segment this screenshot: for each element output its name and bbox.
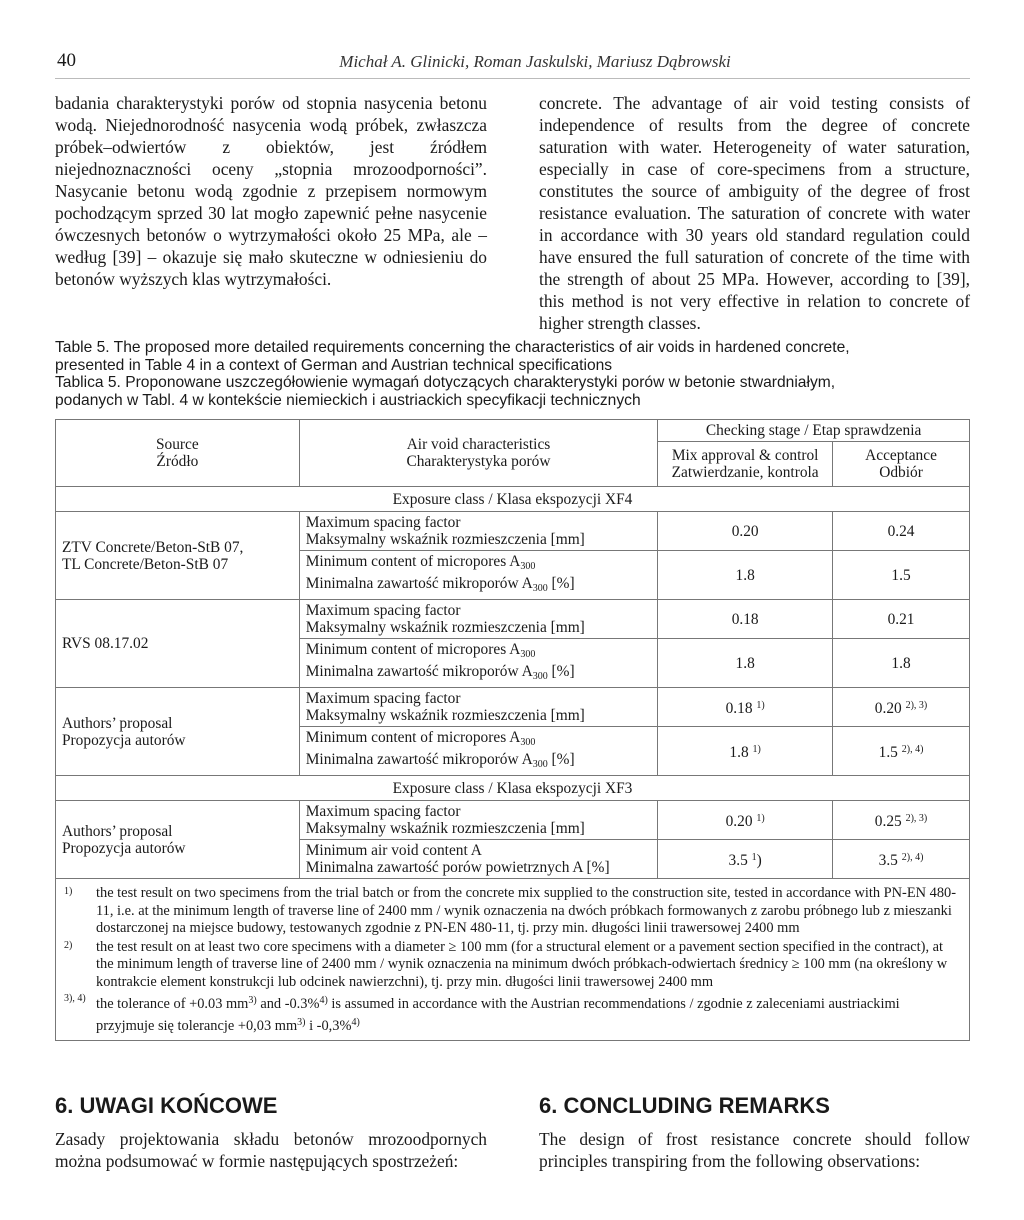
footnote-ref: 2), 3) [905,813,928,824]
footnote-ref: 4) [351,1016,360,1028]
value: 0.25 [874,813,902,830]
source-rvs: RVS 08.17.02 [56,600,300,688]
intro-paragraph-english: concrete. The advantage of air void testing consists of independence of results from the degree of concrete saturation with water. Heterogeneity of water saturation, especially in case of core-specimens from a structure, constitutes the source of ambiguity of the degree of frost resistance evaluation. The saturation of concrete with water in accordance with 30 years old standard regulation could have ensured the full saturation of concrete of the time with the strength of about 25 MPa. However, according to [39], this method is not very effective in relation to concrete of higher strength classes. [539,93,970,333]
value-cell: 0.18 [658,600,833,639]
table-row [56,688,970,727]
value-cell [658,801,833,840]
table-caption [55,339,970,409]
footnote-marker: 3), 4) [64,993,86,1004]
char-spacing-pl: Maksymalny wskaźnik rozmieszczenia [mm] [305,820,585,837]
unit: [%] [547,663,575,680]
value-cell: 1.5 [833,551,970,600]
char-spacing-pl: Maksymalny wskaźnik rozmieszczenia [mm] [305,707,585,724]
caption-english-line-2: presented in Table 4 in a context of German and Austrian technical specifications [55,356,613,374]
char-spacing-en: Maximum spacing factor [305,803,461,820]
value-cell: 0.24 [833,512,970,551]
running-head [55,48,970,79]
subscript: 300 [532,671,548,682]
subscript: 300 [520,649,536,660]
paren: ) [756,852,762,869]
value: 3.5 [728,852,748,869]
char-spacing [299,801,658,840]
subscript: 300 [532,759,548,770]
char-air-content [299,840,658,879]
table-row [56,801,970,840]
value: 3.5 [878,852,898,869]
header-source-pl: Źródło [156,453,199,470]
section-title-polish: 6. UWAGI KOŃCOWE [55,1093,278,1118]
source-authors-en: Authors’ proposal [62,714,173,732]
unit: [%] [547,575,575,592]
subscript: 300 [532,583,548,594]
char-micro-en: Minimum content of micropores A [305,641,521,658]
footnote-2 [64,939,957,992]
footnote-ref: 2), 3) [905,700,928,711]
footnote-ref: 4) [319,995,328,1006]
source-authors-en: Authors’ proposal [62,822,173,840]
header-source [56,420,300,487]
value-cell [833,840,970,879]
value-cell [658,727,833,776]
char-micro-pl: Minimalna zawartość mikroporów A [305,663,533,680]
char-spacing [299,600,658,639]
footnote-ref: 3) [297,1016,306,1028]
header-acceptance [833,442,970,487]
char-micropores [299,551,658,600]
intro-paragraph-polish: badania charakterystyki porów od stopnia nasycenia betonu wodą. Niejednorodność nasycenia wodą próbek, zwłaszcza próbek–odwiertów z obiektów, jest źródłem niejednoznaczności oceny „stopnia mrozoodporności”. Nasycanie betonu wodą zgodnie z przepisem normowym pochodzącym sprzed 30 lat mogło zapewnić pełne nasycenie ówczesnych betonów o wytrzymałości około 25 MPa, ale – według [39] – okazuje się mało skuteczne w odniesieniu do betonów wyższych klas wytrzymałości. [55,93,487,289]
char-spacing-en: Maximum spacing factor [305,514,461,531]
header-mix-pl: Zatwierdzanie, kontrola [671,464,819,481]
value-cell [658,840,833,879]
char-spacing-en: Maximum spacing factor [305,602,461,619]
header-mix-approval [658,442,833,487]
value: 0.20 [725,813,753,830]
source-authors-pl: Propozycja autorów [62,731,186,749]
footnote-3-4 [64,992,957,1035]
char-micro-pl: Minimalna zawartość mikroporów A [305,751,533,768]
header-mix-en: Mix approval & control [671,447,819,464]
value-cell [833,727,970,776]
caption-english-line-1: Table 5. The proposed more detailed requirements concerning the characteristics of air voids in hardened concrete, [55,339,850,356]
value-cell: 0.20 [658,512,833,551]
value: 0.18 [725,700,753,717]
footnote-text: the test result on at least two core specimens with a diameter ≥ 100 mm (for a structural element or a pavement section specified in the contract), at the minimum length of traverse line of 2400 mm / wynik oznaczenia na minimum dwóch próbkach-odwiertach średnicy ≥ 100 mm (na określony w kontrakcie element konstrukcji lub odcinek nawierzchni), tj. przy min. długości linii trawersowej 2400 mm [96,938,948,990]
requirements-table [55,419,970,879]
caption-polish-line-1: Tablica 5. Proponowane uszczegółowienie wymagań dotyczących charakterystyki porów w betonie stwardniałym, [55,374,836,391]
value-cell [658,688,833,727]
char-spacing [299,512,658,551]
footnote-ref: 1) [756,813,765,824]
footnote-marker: 2) [64,939,73,951]
header-checking-stage: Checking stage / Etap sprawdzenia [658,420,970,442]
footnote-ref: 1) [756,700,765,711]
char-spacing-en: Maximum spacing factor [305,690,461,707]
table-5 [55,419,970,1041]
value-cell [833,801,970,840]
value-cell: 0.21 [833,600,970,639]
header-characteristics [299,420,658,487]
header-acc-en: Acceptance [865,447,937,464]
exposure-xf3-row: Exposure class / Klasa ekspozycji XF3 [56,776,970,801]
source-ztv [56,512,300,600]
exposure-xf4-row: Exposure class / Klasa ekspozycji XF4 [56,487,970,512]
footnote-segment: the tolerance of +0.03 mm [96,996,249,1012]
value: 0.20 [874,700,902,717]
source-ztv-line-2: TL Concrete/Beton-StB 07 [62,555,229,573]
char-micro-pl: Minimalna zawartość mikroporów A [305,575,533,592]
header-acc-pl: Odbiór [879,464,923,481]
header-char-pl: Charakterystyka porów [406,453,551,470]
value-cell [833,688,970,727]
footnote-segment: and -0.3% [256,996,320,1012]
source-authors-pl: Propozycja autorów [62,839,186,857]
char-air-pl: Minimalna zawartość porów powietrznych A [%] [305,859,610,876]
footnote-marker: 1) [64,886,73,897]
running-head-authors: Michał A. Glinicki, Roman Jaskulski, Mariusz Dąbrowski [339,52,731,71]
footnote-ref: 2), 4) [901,852,924,863]
source-ztv-line-1: ZTV Concrete/Beton-StB 07, [62,538,244,556]
value-cell: 1.8 [658,639,833,688]
table-footnotes [55,879,970,1041]
value: 1.5 [878,744,898,761]
section-title-english: 6. CONCLUDING REMARKS [539,1093,830,1118]
value: 1.8 [729,744,749,761]
subscript: 300 [520,561,536,572]
char-spacing-pl: Maksymalny wskaźnik rozmieszczenia [mm] [305,619,585,636]
footnote-text [96,992,957,1035]
footnote-segment: is assumed in accordance with the Austrian recommendations / zgodnie z zaleceniami austriackimi przyjmuje się tolerancje +0,03 mm [96,996,900,1034]
section-body-polish: Zasady projektowania składu betonów mrozoodpornych można podsumować w formie następujących spostrzeżeń: [55,1129,487,1171]
header-source-en: Source [155,436,199,453]
source-authors-xf3 [56,801,300,879]
value-cell: 1.8 [833,639,970,688]
footnote-1 [64,885,957,938]
header-char-en: Air void characteristics [406,436,551,453]
footnote-ref: 1 [751,852,757,863]
footnote-ref: 1) [752,744,761,755]
source-authors-xf4 [56,688,300,776]
char-air-en: Minimum air void content A [305,842,482,859]
table-row [56,600,970,639]
char-spacing [299,688,658,727]
footnote-text: the test result on two specimens from the trial batch or from the concrete mix supplied to the construction site, tested in accordance with PN-EN 480-11, i.e. at the minimum length of traverse line of 2400 mm / wynik oznaczenia na dwóch próbkach formowanych z zarobu próbnego lub z mieszanki dostarczonej na miejsce budowy, testowanych zgodnie z PN-EN 480-11, tj. przy min. długości linii trawersowej 2400 mm [96,885,957,936]
char-micropores [299,727,658,776]
page-number: 40 [57,50,76,71]
unit: [%] [547,751,575,768]
footnote-ref: 2), 4) [901,744,924,755]
char-micropores [299,639,658,688]
caption-polish-line-2: podanych w Tabl. 4 w kontekście niemieckich i austriackich specyfikacji technicznych [55,391,641,409]
char-micro-en: Minimum content of micropores A [305,729,521,746]
footnote-ref: 3) [248,995,257,1006]
table-row [56,512,970,551]
footnote-segment: i -0,3% [305,1017,352,1034]
section-body-english: The design of frost resistance concrete should follow principles transpiring from the following observations: [539,1129,970,1171]
value-cell: 1.8 [658,551,833,600]
char-spacing-pl: Maksymalny wskaźnik rozmieszczenia [mm] [305,531,585,548]
subscript: 300 [520,737,536,748]
char-micro-en: Minimum content of micropores A [305,553,521,570]
